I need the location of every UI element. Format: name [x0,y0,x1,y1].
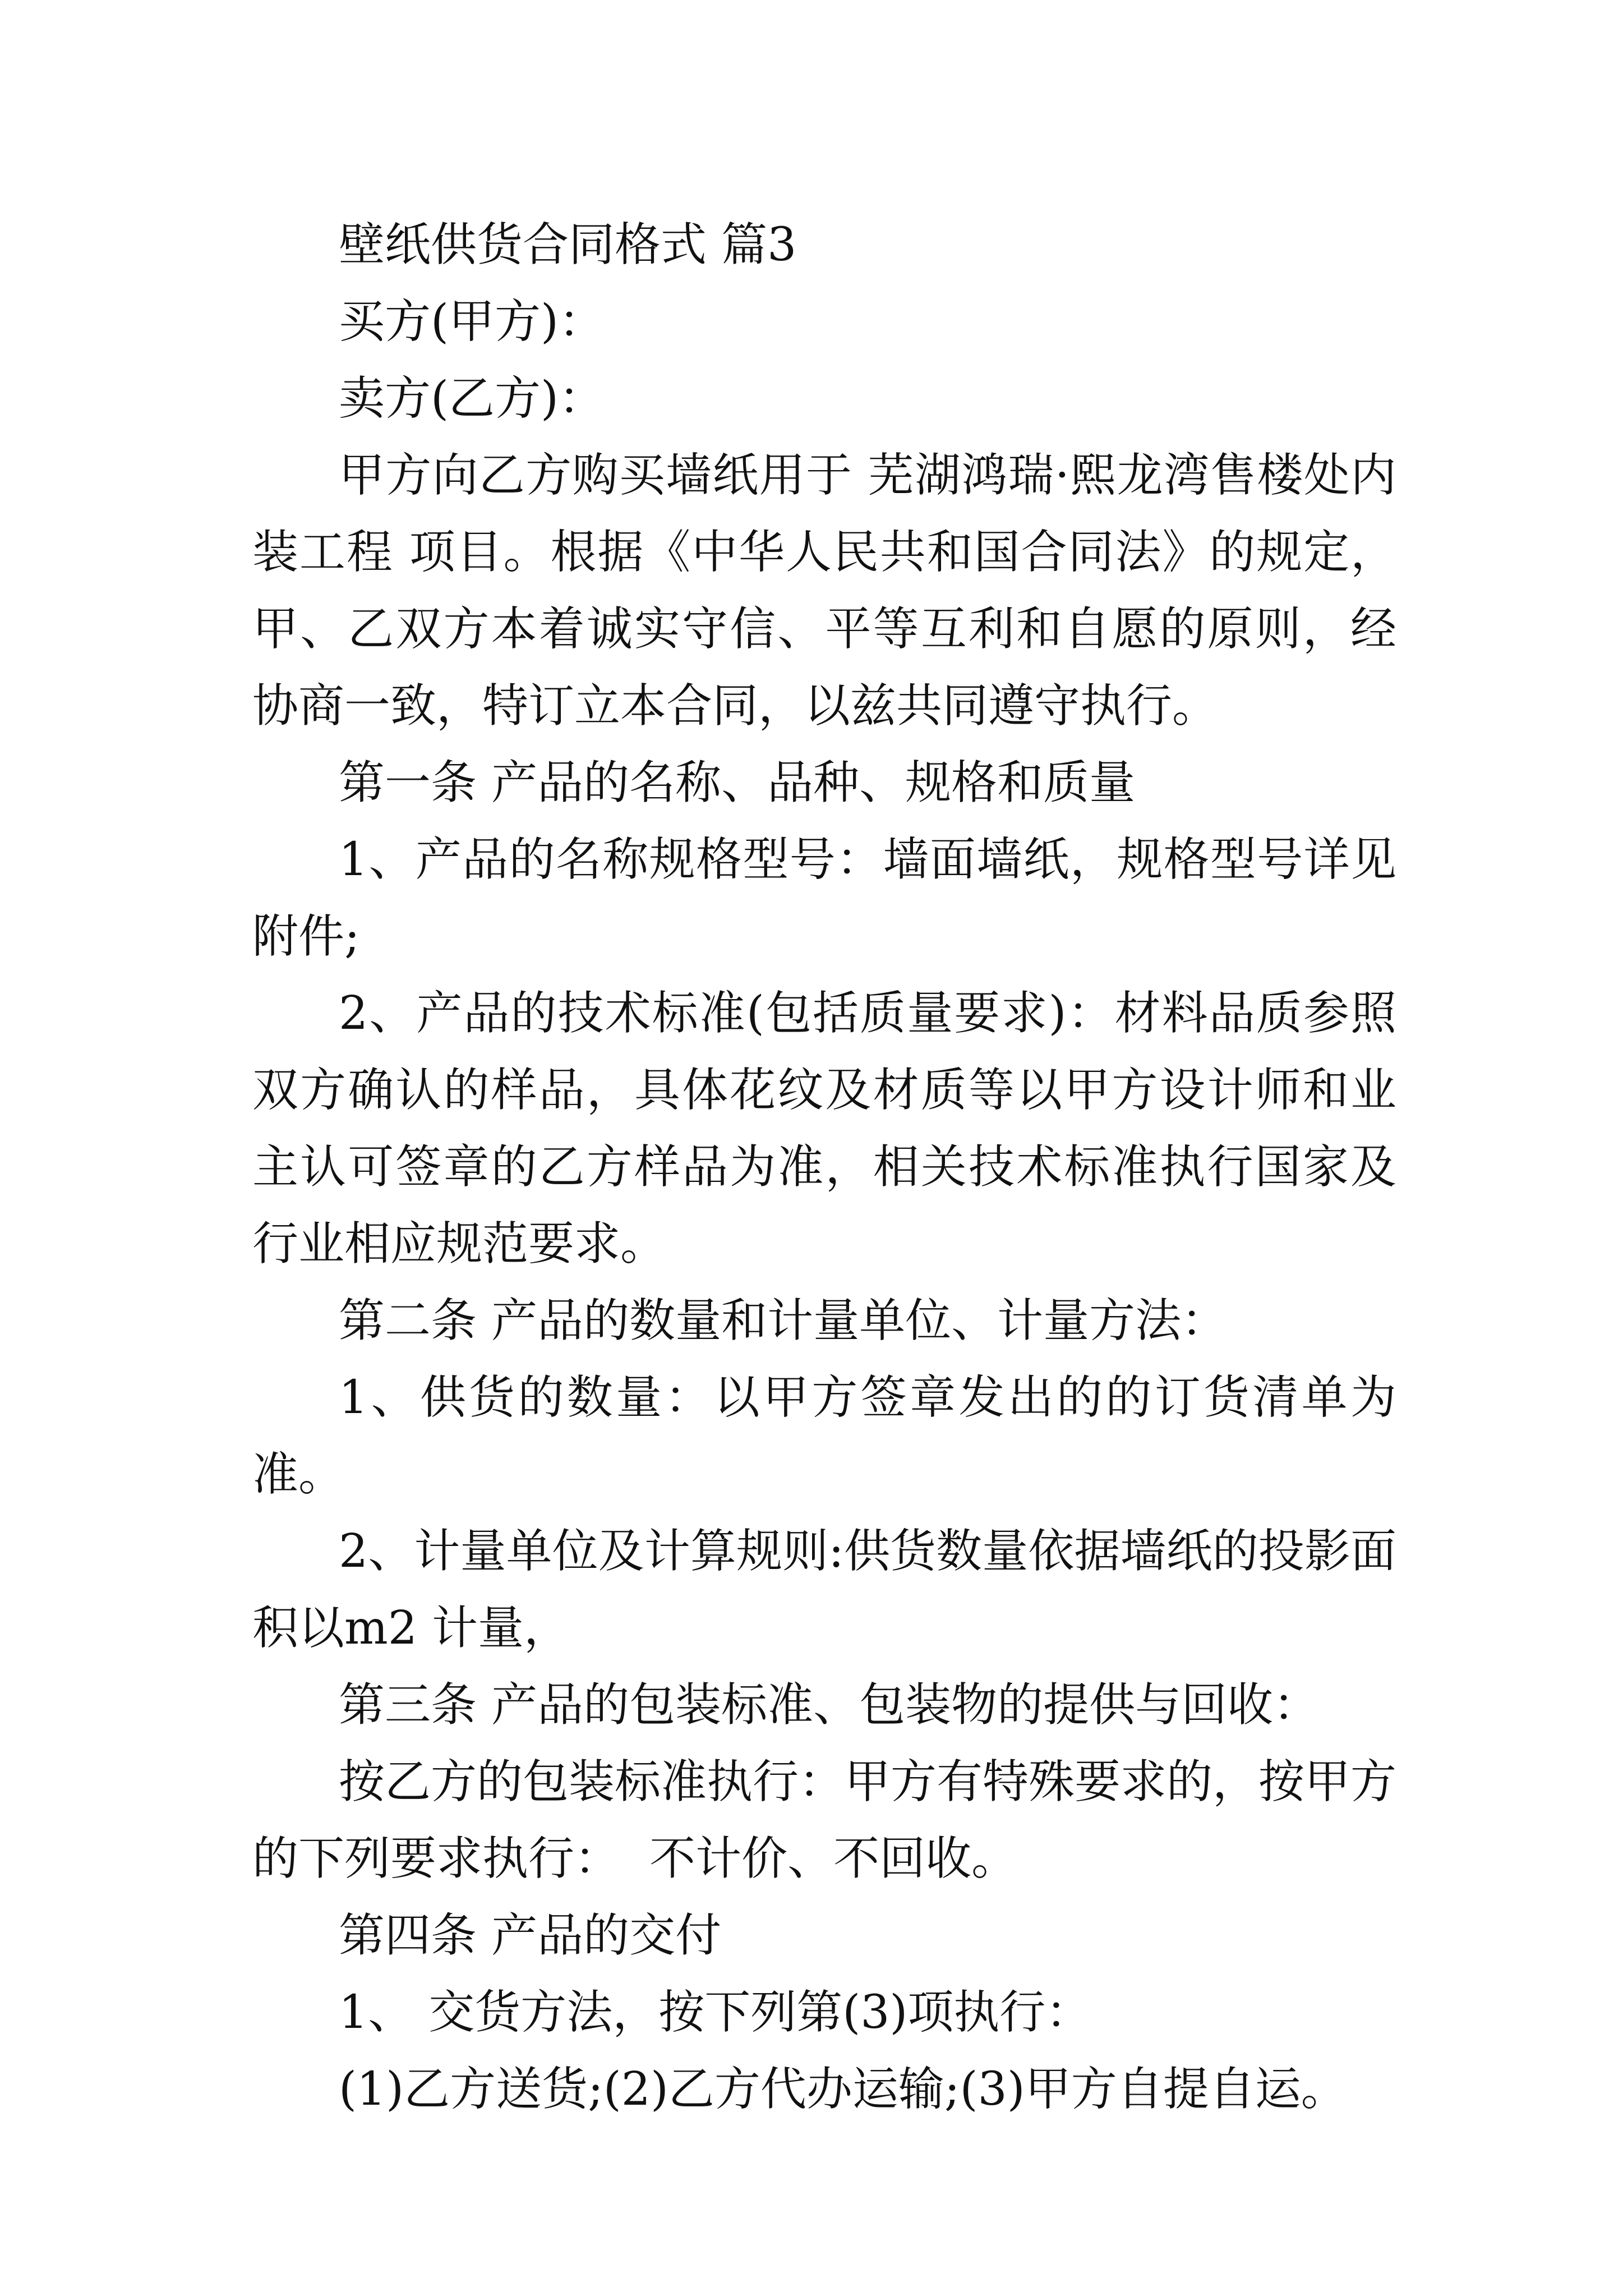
article-2-clause-1: 1、供货的数量：以甲方签章发出的的订货清单为准。 [252,1371,1396,1501]
preamble-paragraph: 甲方向乙方购买墙纸用于 芜湖鸿瑞·熙龙湾售楼处内装工程 项目。根据《中华人民共和国合同法》的规定，甲、乙双方本着诚实守信、平等互利和自愿的原则，经协商一致，特订立本合同，以兹共同遵守执行。 [252,449,1396,733]
article-3-heading: 第三条 产品的包装标准、包装物的提供与回收： [339,1678,1320,1732]
seller-line: 卖方(乙方)： [339,372,605,425]
document-title: 壁纸供货合同格式 篇3 [339,218,797,272]
document-body [252,206,1396,2128]
article-3-clause: 按乙方的包装标准执行：甲方有特殊要求的，按甲方的下列要求执行： 不计价、不回收。 [252,1755,1397,1885]
article-1-clause-1: 1、产品的名称规格型号：墙面墙纸，规格型号详见附件; [252,833,1396,963]
article-4-delivery-options: (1)乙方送货;(2)乙方代办运输;(3)甲方自提自运。 [339,2063,1347,2116]
article-4-heading: 第四条 产品的交付 [339,1909,722,1962]
article-1-heading: 第一条 产品的名称、品种、规格和质量 [339,756,1136,809]
article-2-clause-2: 2、计量单位及计算规则:供货数量依据墙纸的投影面积以m2 计量， [252,1525,1396,1655]
article-1-clause-2: 2、产品的技术标准(包括质量要求)：材料品质参照双方确认的样品，具体花纹及材质等以甲方设计师和业主认可签章的乙方样品为准，相关技术标准执行国家及行业相应规范要求。 [252,987,1396,1271]
article-4-clause-1: 1、 交货方法，按下列第(3)项执行： [339,1986,1092,2039]
article-2-heading: 第二条 产品的数量和计量单位、计量方法： [339,1294,1228,1347]
buyer-line: 买方(甲方)： [339,295,605,348]
